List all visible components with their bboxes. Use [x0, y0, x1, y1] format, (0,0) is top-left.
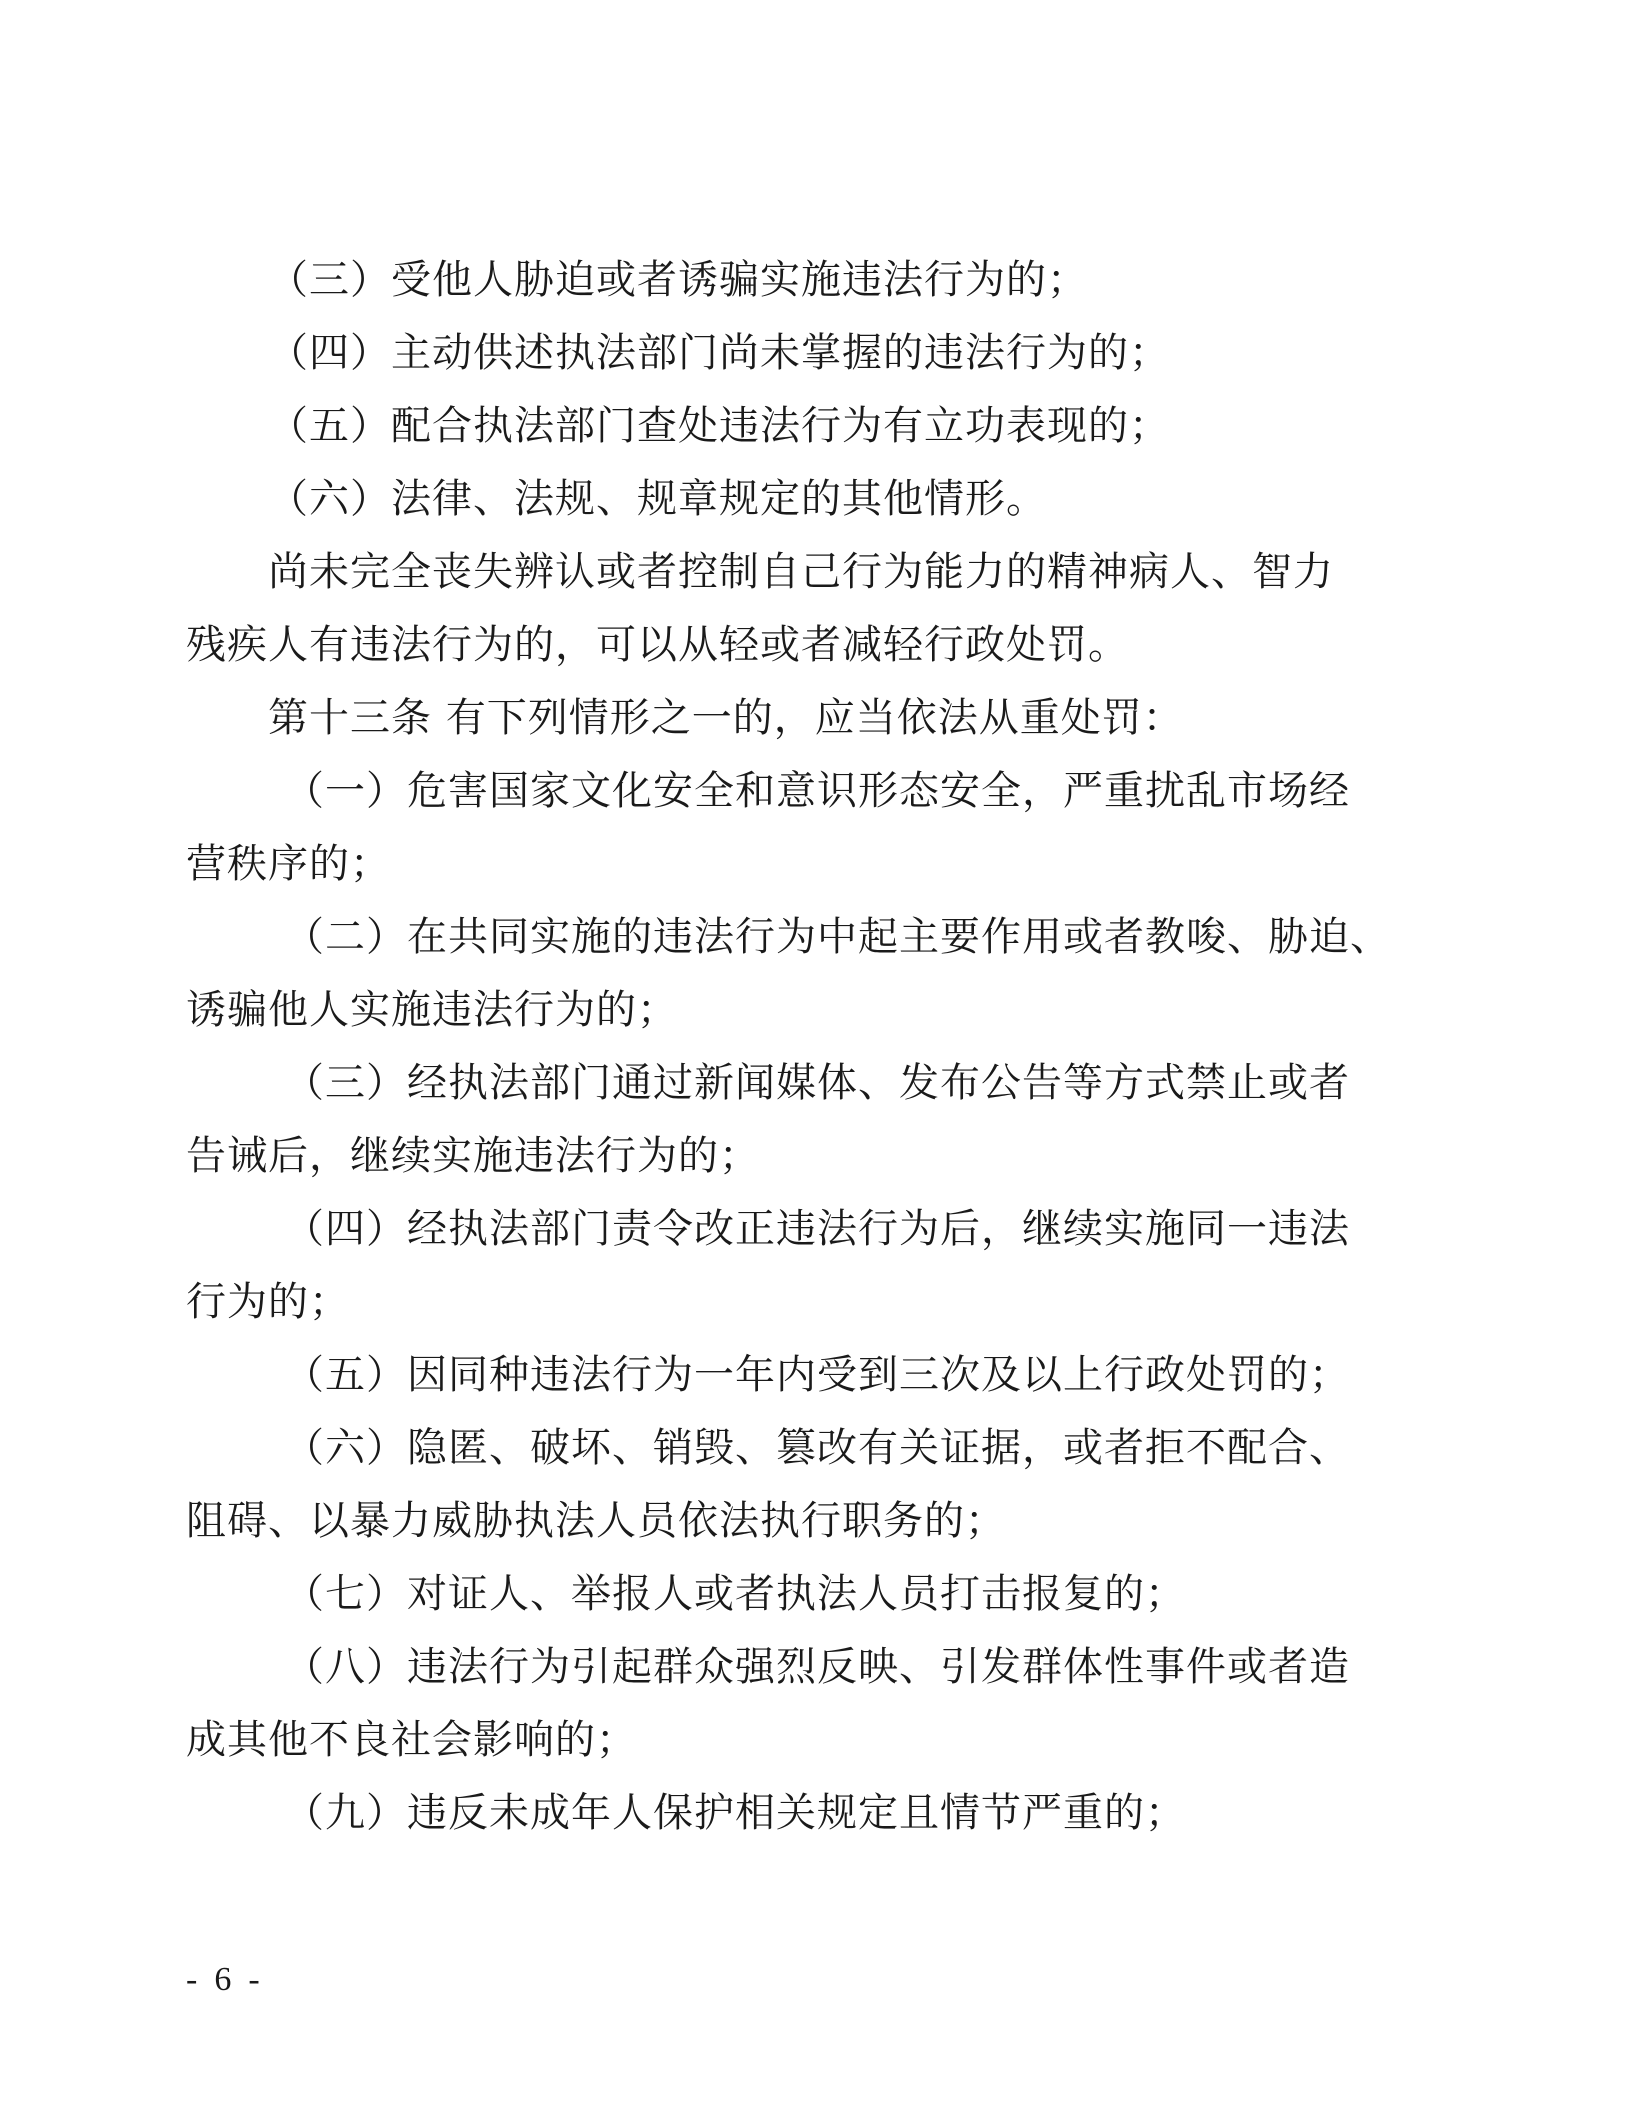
paragraph-line: 诱骗他人实施违法行为的；: [186, 987, 678, 1033]
paragraph-line: 尚未完全丧失辨认或者控制自己行为能力的精神病人、智力: [268, 549, 1334, 595]
paragraph-line: 残疾人有违法行为的，可以从轻或者减轻行政处罚。: [186, 622, 1129, 668]
article-13-item-4: （四）经执法部门责令改正违法行为后，继续实施同一违法: [284, 1206, 1350, 1252]
article-13-item-6: （六）隐匿、破坏、销毁、篡改有关证据，或者拒不配合、: [284, 1425, 1350, 1471]
paragraph-line: 营秩序的；: [186, 841, 391, 887]
article-13-item-5: （五）因同种违法行为一年内受到三次及以上行政处罚的；: [284, 1352, 1350, 1398]
paragraph-line: 阻碍、以暴力威胁执法人员依法执行职务的；: [186, 1498, 1006, 1544]
article-13-heading: 第十三条 有下列情形之一的，应当依法从重处罚：: [268, 695, 1184, 741]
clause-item-3: （三）受他人胁迫或者诱骗实施违法行为的；: [268, 257, 1088, 303]
article-13-item-7: （七）对证人、举报人或者执法人员打击报复的；: [284, 1571, 1186, 1617]
clause-item-4: （四）主动供述执法部门尚未掌握的违法行为的；: [268, 330, 1170, 376]
clause-item-5: （五）配合执法部门查处违法行为有立功表现的；: [268, 403, 1170, 449]
article-13-item-1: （一）危害国家文化安全和意识形态安全，严重扰乱市场经: [284, 768, 1350, 814]
paragraph-line: 告诫后，继续实施违法行为的；: [186, 1133, 760, 1179]
article-13-item-2: （二）在共同实施的违法行为中起主要作用或者教唆、胁迫、: [284, 914, 1391, 960]
paragraph-line: 行为的；: [186, 1279, 350, 1325]
article-13-item-8: （八）违法行为引起群众强烈反映、引发群体性事件或者造: [284, 1644, 1350, 1690]
article-13-item-9: （九）违反未成年人保护相关规定且情节严重的；: [284, 1790, 1186, 1836]
paragraph-line: 成其他不良社会影响的；: [186, 1717, 637, 1763]
page-number: - 6 -: [186, 1961, 260, 1998]
article-13-item-3: （三）经执法部门通过新闻媒体、发布公告等方式禁止或者: [284, 1060, 1350, 1106]
clause-item-6: （六）法律、法规、规章规定的其他情形。: [268, 476, 1047, 522]
document-body: [186, 244, 1391, 1850]
